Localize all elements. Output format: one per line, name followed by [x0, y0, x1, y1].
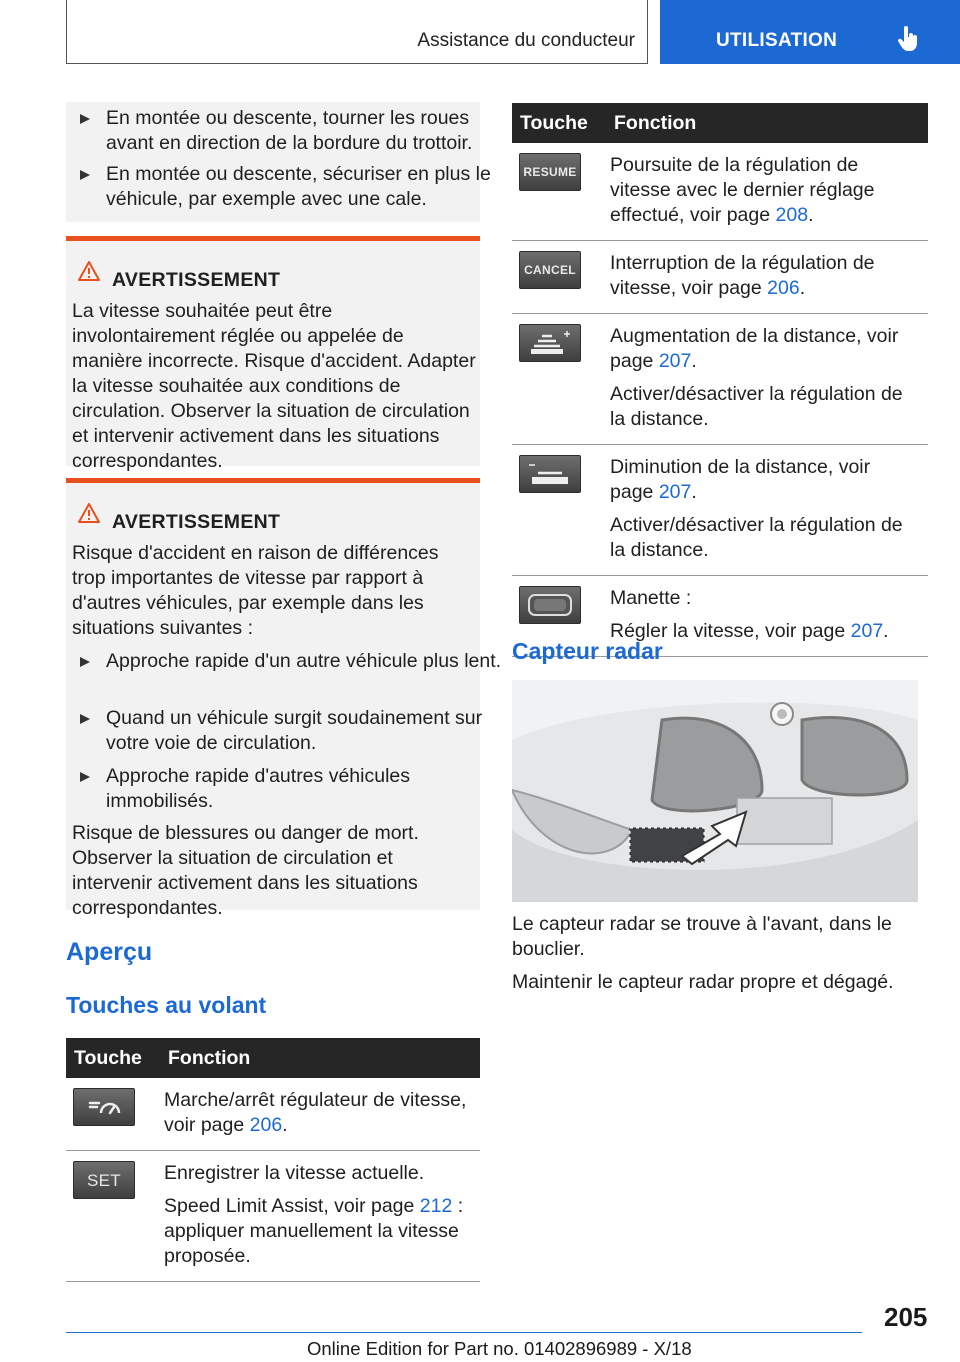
function-text: Activer/désactiver la régulation de la distance.: [610, 383, 903, 430]
column-header-key: Touche: [66, 1038, 160, 1078]
page-link[interactable]: 208: [775, 204, 809, 226]
subsection-heading: Touches au volant: [66, 992, 267, 1018]
column-header-key: Touche: [512, 103, 606, 143]
function-text: Interruption de la régulation de vitesse, voir page 206.: [610, 252, 875, 299]
function-text: Activer/désactiver la régulation de la distance.: [610, 514, 903, 561]
car-front-radar-illustration: [512, 680, 918, 902]
set-key: SET: [73, 1161, 135, 1199]
chapter-tab-label: UTILISATION: [716, 30, 838, 51]
table-row: [66, 1151, 480, 1282]
cancel-key: CANCEL: [519, 251, 581, 289]
function-text: Augmentation de la distance, voir page 207.: [610, 325, 899, 372]
list-item: Approche rapide d'autres véhicules immobilisés.: [72, 764, 506, 814]
function-text: Diminution de la distance, voir page 207.: [610, 456, 871, 503]
list-item: Quand un véhicule surgit soudainement sur votre voie de circulation.: [72, 706, 506, 756]
bullet-triangle-icon: [80, 657, 90, 667]
bullet-triangle-icon: [80, 772, 90, 782]
function-text: Régler la vitesse, voir page 207.: [610, 620, 889, 642]
bullet-triangle-icon: [80, 170, 90, 180]
function-text: Enregistrer la vitesse actuelle.: [164, 1162, 425, 1184]
running-header-section: [66, 0, 648, 64]
distance-increase-icon: [519, 324, 581, 362]
table-row: [512, 241, 928, 314]
steering-keys-table-continued: [512, 103, 928, 657]
page-number: 205: [884, 1302, 928, 1332]
hand-pointer-icon: [898, 26, 920, 52]
resume-key: RESUME: [519, 153, 581, 191]
table-header-row: [66, 1038, 480, 1078]
footer-divider: [66, 1332, 862, 1333]
bullet-triangle-icon: [80, 714, 90, 724]
column-header-function: Fonction: [606, 103, 928, 143]
function-text: Marche/arrêt régulateur de vitesse, voir page 206.: [164, 1089, 467, 1136]
warning-box-1: [66, 236, 480, 472]
warning-triangle-icon: [78, 503, 100, 523]
warning-intro: Risque d'accident en raison de différences trop importantes de vitesse par rapport à d'autres véhicules, par exemple dans les situations suivantes :: [72, 542, 439, 639]
page-link[interactable]: 207: [658, 481, 692, 503]
warning-title: AVERTISSEMENT: [112, 269, 281, 291]
table-row: [512, 143, 928, 241]
radar-text-1: Le capteur radar se trouve à l'avant, dans le bouclier.: [512, 913, 892, 960]
function-text: Poursuite de la régulation de vitesse avec le dernier réglage effectué, voir page 208.: [610, 154, 875, 226]
page-link[interactable]: 206: [249, 1114, 283, 1136]
page-link[interactable]: 207: [658, 350, 692, 372]
section-heading: Aperçu: [66, 938, 153, 966]
rocker-switch-icon: [519, 586, 581, 624]
chapter-tab[interactable]: [660, 0, 960, 64]
warning-title: AVERTISSEMENT: [112, 511, 281, 533]
radar-heading: Capteur radar: [512, 638, 663, 664]
warning-triangle-icon: [78, 261, 100, 281]
radar-text-2: Maintenir le capteur radar propre et dégagé.: [512, 971, 894, 993]
list-item: En montée ou descente, sécuriser en plus le véhicule, par exemple avec une cale.: [72, 162, 506, 212]
table-row: [512, 314, 928, 445]
page-link[interactable]: 207: [850, 620, 884, 642]
function-text: Manette :: [610, 587, 692, 609]
column-header-function: Fonction: [160, 1038, 480, 1078]
page-link[interactable]: 212: [419, 1195, 453, 1217]
continued-note-box: [66, 102, 491, 222]
warning-text: La vitesse souhaitée peut être involontairement réglée ou appelée de manière incorrecte. Risque d'accident. Adapter la vitesse souhaitée aux conditions de circulation. Observer la situation de circulation et intervenir activement dans les situations correspondantes.: [72, 300, 476, 472]
warning-box-2: [66, 478, 502, 919]
warning-outro: Risque de blessures ou danger de mort. Observer la situation de circulation et intervenir activement dans les situations correspondantes.: [72, 822, 419, 919]
section-title: Assistance du conducteur: [417, 30, 635, 51]
table-row: [66, 1078, 480, 1151]
list-item: En montée ou descente, tourner les roues avant en direction de la bordure du trottoir.: [72, 106, 506, 156]
function-text: Speed Limit Assist, voir page 212 : appliquer manuellement la vitesse proposée.: [164, 1195, 464, 1267]
bullet-triangle-icon: [80, 114, 90, 124]
table-row: [512, 445, 928, 576]
distance-decrease-icon: [519, 455, 581, 493]
steering-keys-table: [66, 1038, 480, 1282]
edition-text: Online Edition for Part no. 01402896989 - X/18: [307, 1338, 692, 1359]
cruise-control-icon: [73, 1088, 135, 1126]
table-header-row: [512, 103, 928, 143]
page-link[interactable]: 206: [767, 277, 800, 299]
list-item: Approche rapide d'un autre véhicule plus lent.: [72, 649, 506, 674]
